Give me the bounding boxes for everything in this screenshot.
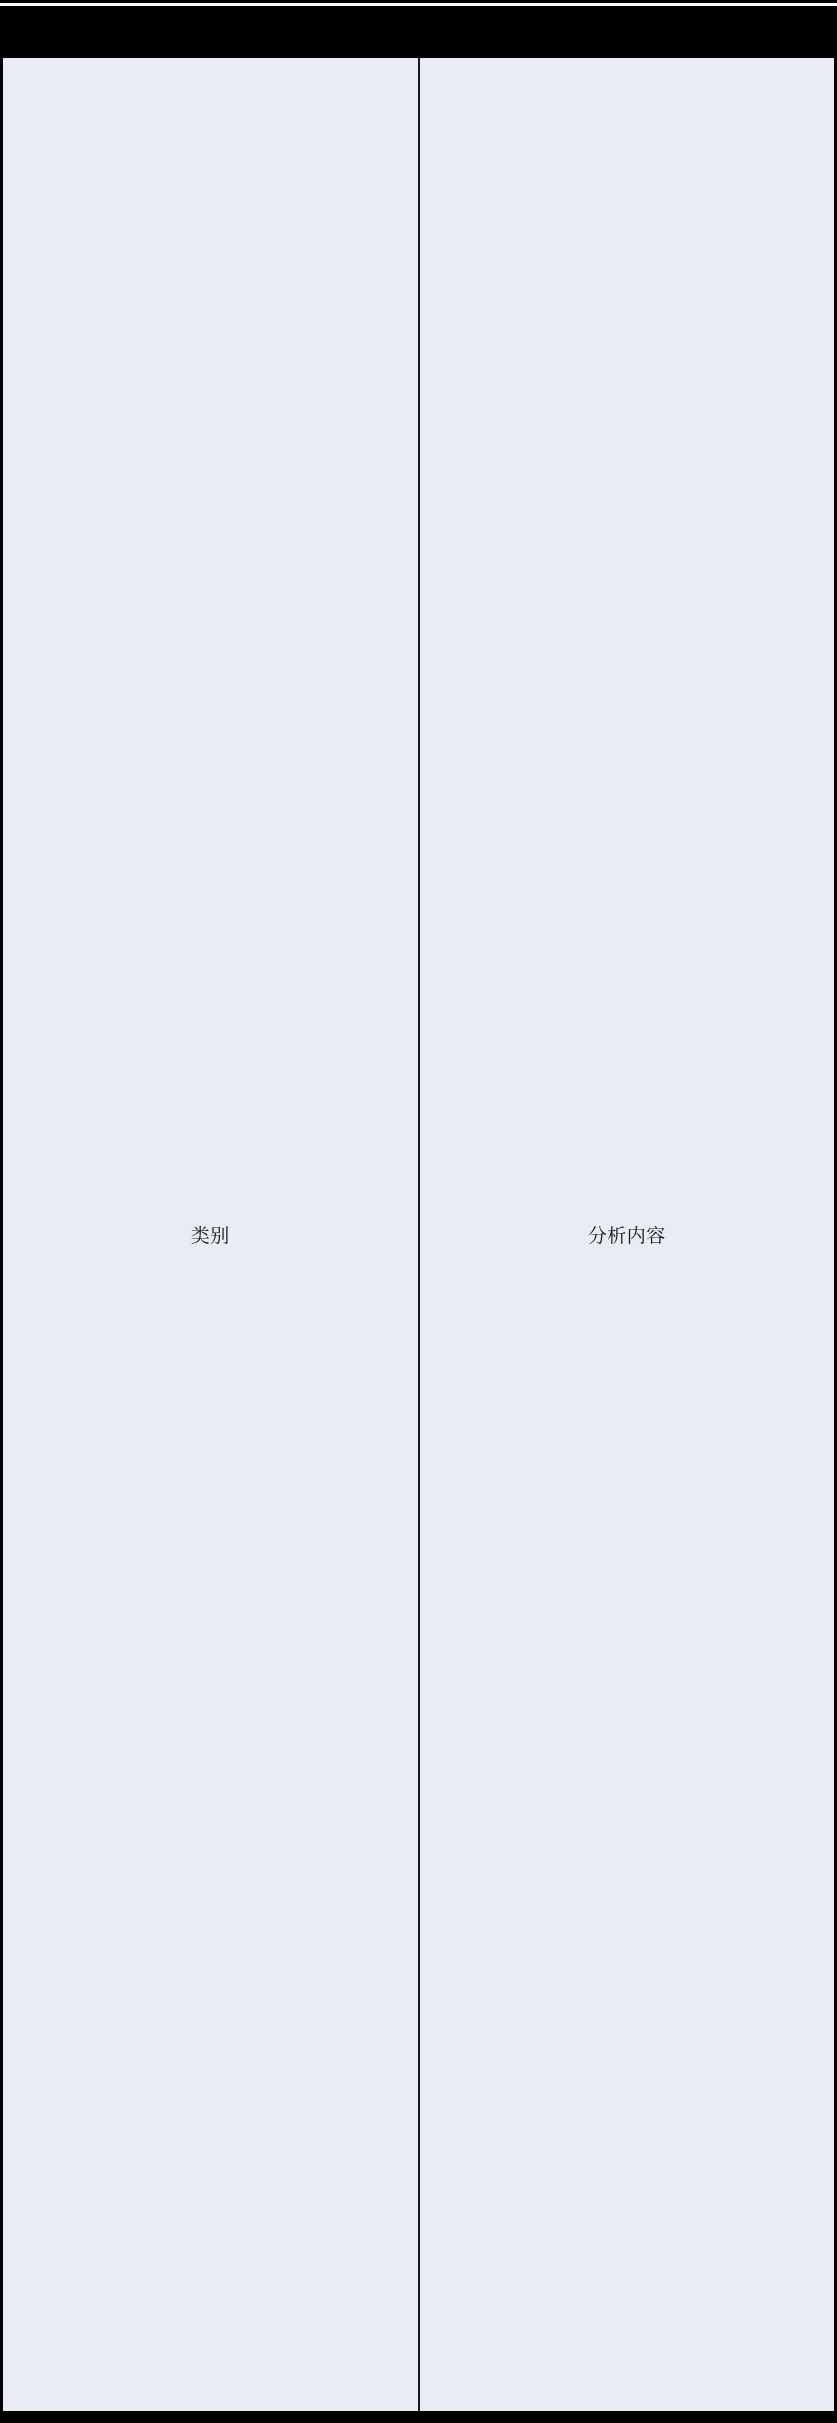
column-header-category: 类别	[190, 1226, 230, 1247]
column-header-content: 分析内容	[419, 58, 836, 2411]
analysis-table-body	[2, 58, 836, 2411]
analysis-table	[0, 58, 837, 2411]
bottom-border-bar	[0, 2411, 837, 2423]
header-row	[2, 58, 836, 2411]
title-bar	[0, 6, 837, 58]
